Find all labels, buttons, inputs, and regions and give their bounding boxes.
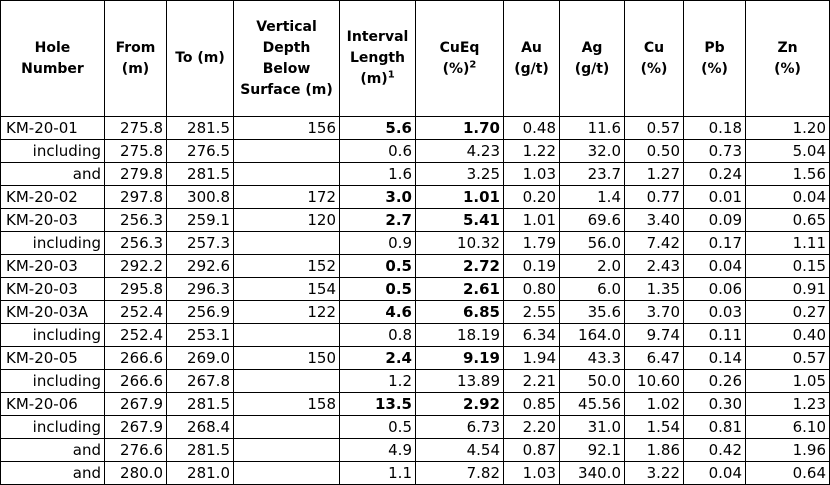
cell-zn: 0.65 [746, 209, 830, 232]
cell-au: 0.87 [504, 439, 560, 462]
header-line: (%) [701, 60, 728, 77]
cell-to: 259.1 [167, 209, 234, 232]
header-line: CuEq [439, 39, 480, 56]
cell-cu: 9.74 [625, 324, 684, 347]
footnote-marker: 1 [387, 69, 395, 81]
header-line: (g/t) [514, 60, 549, 77]
table-subrow [1, 462, 830, 485]
header-line: Length [349, 50, 406, 66]
table-row [1, 209, 830, 232]
cell-zn: 0.04 [746, 186, 830, 209]
table-body [1, 117, 830, 485]
table-row [1, 117, 830, 140]
cell-to: 256.9 [167, 301, 234, 324]
cell-zn: 1.56 [746, 163, 830, 186]
table-subrow [1, 140, 830, 163]
header-line: Au [521, 39, 542, 56]
cell-au: 0.19 [504, 255, 560, 278]
header-line: Cu [643, 39, 665, 56]
header-unit: (m) [360, 71, 388, 87]
cell-au: 2.20 [504, 416, 560, 439]
cell-interval: 3.0 [340, 186, 416, 209]
header-line [342, 69, 413, 90]
cell-from: 256.3 [105, 209, 167, 232]
cell-interval: 0.5 [340, 278, 416, 301]
cell-cueq: 2.72 [416, 255, 504, 278]
cell-cueq: 9.19 [416, 347, 504, 370]
column-header-pb [684, 1, 746, 117]
cell-cueq: 4.23 [416, 140, 504, 163]
header-line: Pb [704, 39, 725, 56]
column-header-zn [746, 1, 830, 117]
cell-hole: including [1, 140, 105, 163]
cell-hole: including [1, 416, 105, 439]
cell-hole: KM-20-03A [1, 301, 105, 324]
cell-hole: and [1, 439, 105, 462]
cell-from: 297.8 [105, 186, 167, 209]
cell-cu: 0.50 [625, 140, 684, 163]
cell-depth: 122 [234, 301, 340, 324]
cell-from: 266.6 [105, 370, 167, 393]
cell-au: 2.55 [504, 301, 560, 324]
cell-cu: 1.35 [625, 278, 684, 301]
cell-from: 279.8 [105, 163, 167, 186]
table-subrow [1, 416, 830, 439]
cell-interval: 2.4 [340, 347, 416, 370]
cell-pb: 0.42 [684, 439, 746, 462]
cell-pb: 0.06 [684, 278, 746, 301]
cell-cueq: 2.61 [416, 278, 504, 301]
cell-cu: 2.43 [625, 255, 684, 278]
cell-cu: 3.22 [625, 462, 684, 485]
cell-interval: 1.6 [340, 163, 416, 186]
cell-depth: 150 [234, 347, 340, 370]
cell-ag: 50.0 [560, 370, 625, 393]
cell-au: 1.94 [504, 347, 560, 370]
cell-pb: 0.01 [684, 186, 746, 209]
cell-interval: 0.5 [340, 255, 416, 278]
header-line: From [115, 39, 156, 56]
cell-zn: 0.15 [746, 255, 830, 278]
column-header-depth [234, 1, 340, 117]
cell-ag: 92.1 [560, 439, 625, 462]
cell-cu: 6.47 [625, 347, 684, 370]
cell-from: 292.2 [105, 255, 167, 278]
cell-cueq: 3.25 [416, 163, 504, 186]
header-line: (%) [640, 60, 668, 77]
column-header-to [167, 1, 234, 117]
cell-from: 276.6 [105, 439, 167, 462]
header-line [418, 59, 501, 80]
cell-to: 281.0 [167, 462, 234, 485]
header-line: Vertical [256, 18, 317, 35]
cell-ag: 6.0 [560, 278, 625, 301]
cell-from: 267.9 [105, 393, 167, 416]
cell-interval: 0.5 [340, 416, 416, 439]
table-subrow [1, 439, 830, 462]
cell-ag: 340.0 [560, 462, 625, 485]
cell-depth: 154 [234, 278, 340, 301]
cell-depth [234, 140, 340, 163]
cell-ag: 35.6 [560, 301, 625, 324]
column-header-cueq [416, 1, 504, 117]
cell-to: 300.8 [167, 186, 234, 209]
cell-to: 281.5 [167, 439, 234, 462]
cell-depth [234, 163, 340, 186]
cell-from: 280.0 [105, 462, 167, 485]
cell-from: 275.8 [105, 140, 167, 163]
column-header-au [504, 1, 560, 117]
header-line: Zn [777, 39, 798, 56]
table-subrow [1, 324, 830, 347]
cell-cueq: 13.89 [416, 370, 504, 393]
cell-au: 6.34 [504, 324, 560, 347]
cell-zn: 0.27 [746, 301, 830, 324]
cell-to: 296.3 [167, 278, 234, 301]
cell-zn: 0.91 [746, 278, 830, 301]
cell-au: 1.03 [504, 462, 560, 485]
table-subrow [1, 232, 830, 255]
cell-hole: KM-20-03 [1, 209, 105, 232]
cell-pb: 0.03 [684, 301, 746, 324]
cell-to: 257.3 [167, 232, 234, 255]
cell-cu: 1.54 [625, 416, 684, 439]
cell-cueq: 1.01 [416, 186, 504, 209]
cell-ag: 1.4 [560, 186, 625, 209]
cell-cueq: 4.54 [416, 439, 504, 462]
cell-ag: 69.6 [560, 209, 625, 232]
cell-hole: and [1, 163, 105, 186]
cell-cu: 7.42 [625, 232, 684, 255]
cell-au: 0.48 [504, 117, 560, 140]
cell-interval: 5.6 [340, 117, 416, 140]
cell-pb: 0.26 [684, 370, 746, 393]
cell-hole: KM-20-03 [1, 278, 105, 301]
cell-pb: 0.04 [684, 255, 746, 278]
cell-from: 266.6 [105, 347, 167, 370]
cell-au: 0.20 [504, 186, 560, 209]
cell-zn: 0.57 [746, 347, 830, 370]
column-header-interval [340, 1, 416, 117]
header-line: (%) [774, 60, 801, 77]
cell-ag: 11.6 [560, 117, 625, 140]
cell-au: 1.22 [504, 140, 560, 163]
header-line: (m) [121, 60, 150, 77]
cell-to: 276.5 [167, 140, 234, 163]
cell-ag: 32.0 [560, 140, 625, 163]
cell-ag: 23.7 [560, 163, 625, 186]
cell-hole: including [1, 232, 105, 255]
table-row [1, 393, 830, 416]
cell-depth: 120 [234, 209, 340, 232]
cell-depth [234, 416, 340, 439]
table-subrow [1, 163, 830, 186]
cell-interval: 0.9 [340, 232, 416, 255]
cell-hole: KM-20-05 [1, 347, 105, 370]
cell-hole: KM-20-02 [1, 186, 105, 209]
cell-zn: 0.40 [746, 324, 830, 347]
cell-cu: 3.70 [625, 301, 684, 324]
column-header-from [105, 1, 167, 117]
header-line: Depth [262, 39, 311, 56]
header-line: Ag [581, 39, 603, 56]
cell-from: 252.4 [105, 301, 167, 324]
cell-cueq: 18.19 [416, 324, 504, 347]
cell-from: 256.3 [105, 232, 167, 255]
cell-cueq: 5.41 [416, 209, 504, 232]
header-line: Surface (m) [240, 81, 333, 98]
cell-cueq: 7.82 [416, 462, 504, 485]
cell-to: 268.4 [167, 416, 234, 439]
cell-au: 0.85 [504, 393, 560, 416]
table-header-row [1, 1, 830, 117]
cell-pb: 0.14 [684, 347, 746, 370]
cell-pb: 0.18 [684, 117, 746, 140]
table-row [1, 347, 830, 370]
cell-depth [234, 439, 340, 462]
cell-depth: 158 [234, 393, 340, 416]
cell-ag: 31.0 [560, 416, 625, 439]
cell-interval: 4.6 [340, 301, 416, 324]
cell-cueq: 10.32 [416, 232, 504, 255]
cell-to: 281.5 [167, 393, 234, 416]
cell-au: 2.21 [504, 370, 560, 393]
cell-from: 267.9 [105, 416, 167, 439]
cell-au: 1.79 [504, 232, 560, 255]
column-header-hole [1, 1, 105, 117]
cell-depth [234, 324, 340, 347]
table-subrow [1, 370, 830, 393]
table-row [1, 301, 830, 324]
cell-depth: 156 [234, 117, 340, 140]
cell-ag: 56.0 [560, 232, 625, 255]
cell-zn: 1.23 [746, 393, 830, 416]
cell-pb: 0.81 [684, 416, 746, 439]
cell-cueq: 6.73 [416, 416, 504, 439]
cell-pb: 0.11 [684, 324, 746, 347]
cell-cu: 1.27 [625, 163, 684, 186]
cell-au: 1.01 [504, 209, 560, 232]
header-line: Hole [34, 39, 71, 56]
header-line: Below [262, 60, 311, 77]
cell-to: 292.6 [167, 255, 234, 278]
cell-au: 0.80 [504, 278, 560, 301]
cell-interval: 0.8 [340, 324, 416, 347]
cell-to: 281.5 [167, 117, 234, 140]
table-row [1, 278, 830, 301]
cell-ag: 2.0 [560, 255, 625, 278]
cell-interval: 1.1 [340, 462, 416, 485]
cell-depth: 172 [234, 186, 340, 209]
cell-depth [234, 232, 340, 255]
table-row [1, 255, 830, 278]
cell-from: 252.4 [105, 324, 167, 347]
cell-interval: 2.7 [340, 209, 416, 232]
cell-pb: 0.04 [684, 462, 746, 485]
cell-cueq: 1.70 [416, 117, 504, 140]
cell-to: 253.1 [167, 324, 234, 347]
header-line: Interval [346, 29, 409, 45]
column-header-ag [560, 1, 625, 117]
header-line: To (m) [175, 50, 225, 66]
header-line: (g/t) [574, 60, 610, 77]
cell-zn: 1.05 [746, 370, 830, 393]
cell-cueq: 2.92 [416, 393, 504, 416]
cell-depth [234, 462, 340, 485]
cell-interval: 13.5 [340, 393, 416, 416]
cell-ag: 164.0 [560, 324, 625, 347]
cell-ag: 43.3 [560, 347, 625, 370]
cell-cu: 1.86 [625, 439, 684, 462]
cell-zn: 0.64 [746, 462, 830, 485]
cell-interval: 4.9 [340, 439, 416, 462]
cell-depth: 152 [234, 255, 340, 278]
cell-to: 281.5 [167, 163, 234, 186]
cell-au: 1.03 [504, 163, 560, 186]
cell-zn: 1.11 [746, 232, 830, 255]
cell-zn: 6.10 [746, 416, 830, 439]
cell-from: 295.8 [105, 278, 167, 301]
cell-pb: 0.17 [684, 232, 746, 255]
cell-to: 269.0 [167, 347, 234, 370]
cell-cu: 0.77 [625, 186, 684, 209]
cell-pb: 0.30 [684, 393, 746, 416]
cell-zn: 5.04 [746, 140, 830, 163]
cell-pb: 0.73 [684, 140, 746, 163]
column-header-cu [625, 1, 684, 117]
cell-hole: KM-20-01 [1, 117, 105, 140]
cell-cu: 0.57 [625, 117, 684, 140]
cell-cu: 10.60 [625, 370, 684, 393]
footnote-marker: 2 [469, 58, 477, 70]
cell-hole: KM-20-03 [1, 255, 105, 278]
cell-ag: 45.56 [560, 393, 625, 416]
cell-interval: 0.6 [340, 140, 416, 163]
cell-hole: including [1, 370, 105, 393]
cell-cueq: 6.85 [416, 301, 504, 324]
header-line: Number [21, 60, 84, 77]
cell-from: 275.8 [105, 117, 167, 140]
cell-depth [234, 370, 340, 393]
cell-hole: including [1, 324, 105, 347]
cell-hole: and [1, 462, 105, 485]
cell-cu: 1.02 [625, 393, 684, 416]
table-row [1, 186, 830, 209]
cell-to: 267.8 [167, 370, 234, 393]
cell-pb: 0.24 [684, 163, 746, 186]
cell-pb: 0.09 [684, 209, 746, 232]
cell-hole: KM-20-06 [1, 393, 105, 416]
cell-cu: 3.40 [625, 209, 684, 232]
cell-zn: 1.96 [746, 439, 830, 462]
header-unit: (%) [442, 60, 470, 77]
cell-interval: 1.2 [340, 370, 416, 393]
cell-zn: 1.20 [746, 117, 830, 140]
